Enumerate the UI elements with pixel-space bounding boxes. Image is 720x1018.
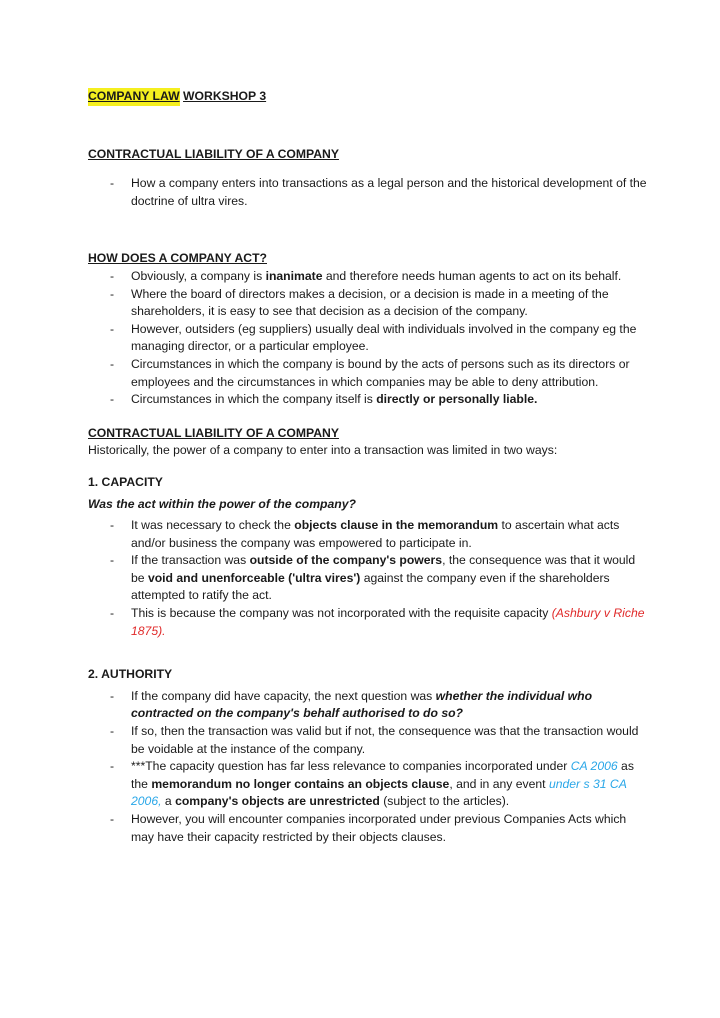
how-act-list: [88, 268, 648, 409]
document-page: [88, 88, 648, 846]
workshop-title: WORKSHOP 3: [183, 89, 267, 103]
how-act-heading: HOW DOES A COMPANY ACT?: [88, 251, 267, 266]
list-item: - How a company enters into transactions as a legal person and the historical development of the doctrine of ultra vires.: [88, 175, 648, 210]
authority-heading: 2. AUTHORITY: [88, 667, 173, 682]
statute-reference: CA 2006: [570, 759, 618, 774]
list-item: - Where the board of directors makes a decision, or a decision is made in a meeting of the shareholders, it is easy to see that decision as a decision of the company.: [88, 286, 648, 321]
list-item: - ***The capacity question has far less relevance to companies incorporated under CA 2006 as the memorandum no longer contains an objects clause, and in any event under s 31 CA 2006, a company's objects are unrestricted (subject to the articles).: [88, 758, 648, 811]
course-title: COMPANY LAW: [88, 88, 180, 106]
list-item: - It was necessary to check the objects clause in the memorandum to ascertain what acts and/or business the company was empowered to participate in.: [88, 517, 648, 552]
statute-reference: under s 31 CA 2006,: [131, 776, 627, 809]
list-item: - Circumstances in which the company itself is directly or personally liable.: [88, 391, 648, 409]
list-item: - Circumstances in which the company is bound by the acts of persons such as its directors or employees and the circumstances in which companies may be able to deny attribution.: [88, 356, 648, 391]
list-item: - If the transaction was outside of the company's powers, the consequence was that it would be void and unenforceable ('ultra vires') against the company even if the shareholders attempted to ratify the act.: [88, 552, 648, 605]
intro-heading: CONTRACTUAL LIABILITY OF A COMPANY: [88, 146, 339, 161]
list-item: - If so, then the transaction was valid but if not, the consequence was that the transaction would be voidable at the instance of the company.: [88, 723, 648, 758]
case-citation: (Ashbury v Riche 1875): [131, 606, 645, 638]
capacity-list: [88, 517, 648, 640]
list-item: - If the company did have capacity, the next question was whether the individual who contracted on the company's behalf authorised to do so?: [88, 688, 648, 723]
intro-list: [88, 175, 648, 210]
list-item: - Obviously, a company is inanimate and therefore needs human agents to act on its behalf.: [88, 268, 648, 286]
authority-list: [88, 688, 648, 846]
list-item: - This is because the company was not incorporated with the requisite capacity (Ashbury v Riche 1875).: [88, 605, 648, 640]
capacity-heading: 1. CAPACITY: [88, 474, 163, 489]
capacity-question: Was the act within the power of the company?: [88, 496, 356, 511]
contractual-text: Historically, the power of a company to enter into a transaction was limited in two ways:: [88, 443, 558, 458]
list-item: - However, outsiders (eg suppliers) usually deal with individuals involved in the company eg the managing director, or a particular employee.: [88, 321, 648, 356]
list-item: - However, you will encounter companies incorporated under previous Companies Acts which may have their capacity restricted by their objects clauses.: [88, 811, 648, 846]
contractual-heading: CONTRACTUAL LIABILITY OF A COMPANY: [88, 425, 339, 440]
